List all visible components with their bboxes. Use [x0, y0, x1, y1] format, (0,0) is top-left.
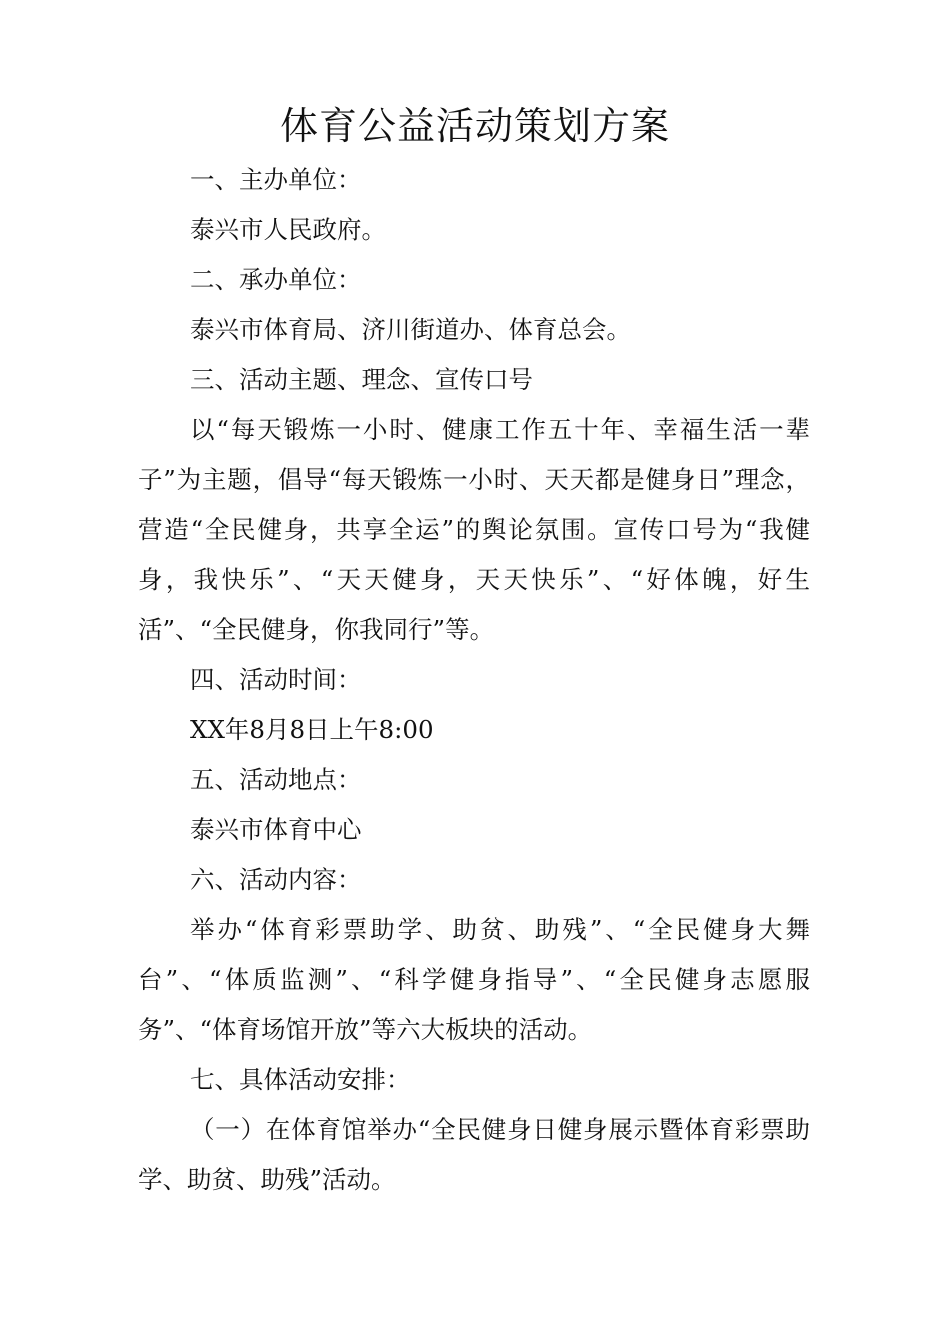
theme-paragraph: 以“每天锻炼一小时、健康工作五十年、幸福生活一辈子”为主题，倡导“每天锻炼一小时、天天都是健身日”理念，营造“全民健身，共享全运”的舆论氛围。宣传口号为“我健身，我快乐”、“天天健身，天天快乐”、“好体魄，好生活”、“全民健身，你我同行”等。 — [138, 415, 810, 644]
heading-organizer: 一、主办单位： — [190, 165, 362, 194]
location-value: 泰兴市体育中心 — [190, 815, 362, 844]
document-title: 体育公益活动策划方案 — [279, 104, 670, 148]
time-value: XX年8月8日上午8:00 — [190, 715, 434, 744]
heading-location: 五、活动地点： — [190, 765, 362, 794]
undertaker-value: 泰兴市体育局、济川街道办、体育总会。 — [190, 315, 631, 344]
organizer-value: 泰兴市人民政府。 — [190, 215, 386, 244]
content-paragraph: 举办“体育彩票助学、助贫、助残”、“全民健身大舞台”、“体质监测”、“科学健身指导”、“全民健身志愿服务”、“体育场馆开放”等六大板块的活动。 — [138, 915, 810, 1044]
heading-undertaker: 二、承办单位： — [190, 265, 362, 294]
document-body — [138, 155, 810, 1205]
heading-content: 六、活动内容： — [190, 865, 362, 894]
heading-arrangement: 七、具体活动安排： — [190, 1065, 411, 1094]
arrangement-item-1: （一）在体育馆举办“全民健身日健身展示暨体育彩票助学、助贫、助残”活动。 — [138, 1115, 810, 1194]
heading-theme: 三、活动主题、理念、宣传口号 — [190, 365, 533, 394]
heading-time: 四、活动时间： — [190, 665, 362, 694]
